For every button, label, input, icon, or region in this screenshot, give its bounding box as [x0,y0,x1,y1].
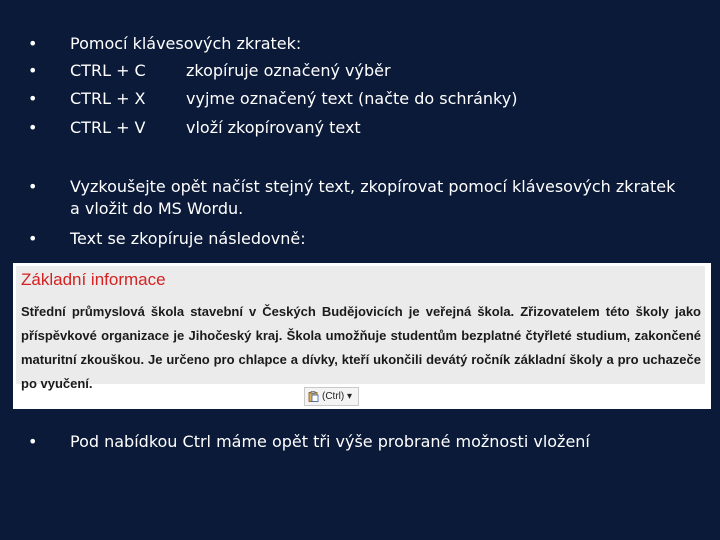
shortcut-desc: vloží zkopírovaný text [186,118,361,137]
shortcuts-intro: Pomocí klávesových zkratek: [70,34,302,53]
clipboard-sample-image [13,263,711,409]
shortcut-key: CTRL + C [70,61,146,80]
bullet: • [28,432,38,451]
paste-options-label: (Ctrl) ▾ [322,391,353,402]
shortcut-desc: vyjme označený text (načte do schránky) [186,89,518,108]
paste-options-button[interactable] [304,387,359,406]
clipboard-sample-panel [16,266,705,391]
sample-heading: Základní informace [21,270,166,289]
paragraph-try-again [28,176,688,220]
bullet: • [28,177,38,196]
bullet: • [28,34,38,53]
shortcut-desc: zkopíruje označený výběr [186,61,391,80]
bullet: • [28,89,38,108]
shortcut-key: CTRL + X [70,89,146,108]
paragraph-text: Vyzkoušejte opět načíst stejný text, zkopírovat pomocí klávesových zkratek a vložit do MS Wordu. [70,177,676,218]
paragraph-text: Text se zkopíruje následovně: [70,229,306,248]
shortcut-key: CTRL + V [70,118,146,137]
sample-body: Střední průmyslová škola stavební v Českých Budějovicích je veřejná škola. Zřizovatelem této školy jako příspěvkové organizace je Jihočeský kraj. Škola umožňuje studentům bezplatné čtyřleté studium, zakončené maturitní zkouškou. Je určeno pro chlapce a dívky, kteří ukončili devátý ročník základní školy a pro uchazeče po vyučení. [21,304,701,391]
paragraph-copied-as [28,228,688,250]
bullet: • [28,118,38,137]
paragraph-text: Pod nabídkou Ctrl máme opět tři výše probrané možnosti vložení [70,432,590,451]
clipboard-icon [308,391,319,402]
bullet: • [28,61,38,80]
bullet: • [28,229,38,248]
paragraph-ctrl-menu [28,431,688,453]
